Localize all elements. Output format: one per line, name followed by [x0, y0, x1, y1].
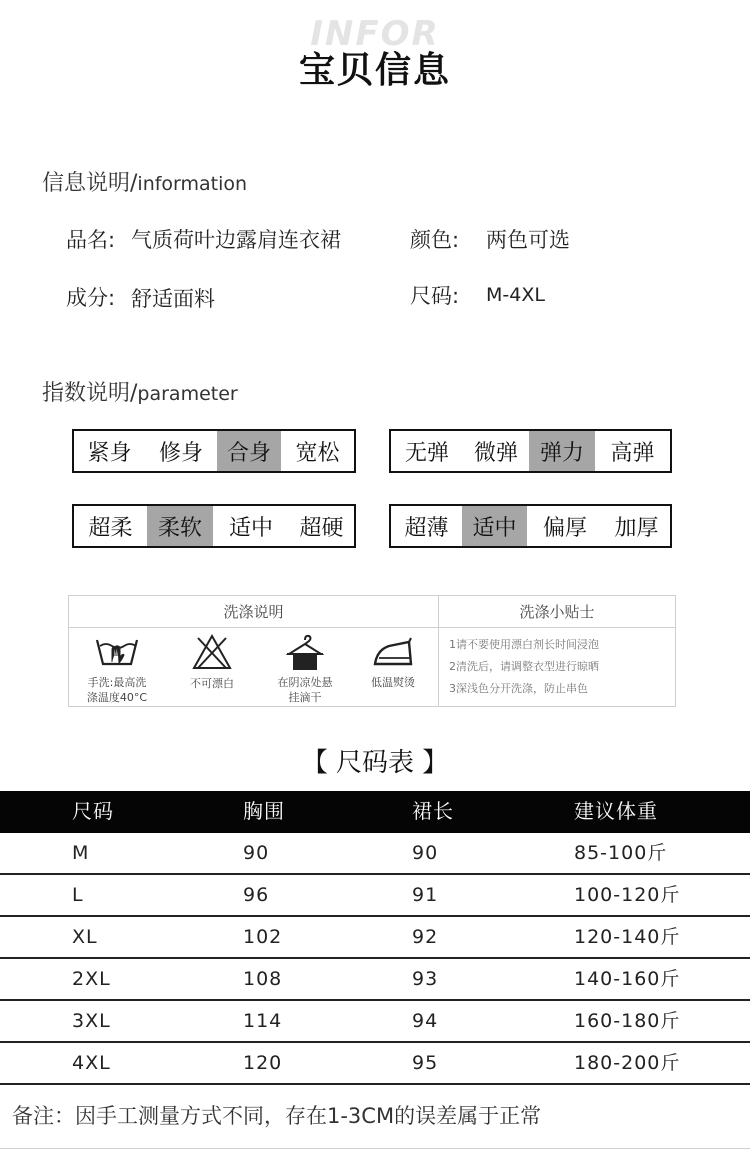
stretch-option: 无弹 [404, 440, 449, 466]
care-item-label: 涤温度40°C [86, 691, 148, 704]
product-name-value: 气质荷叶边露肩连衣裙 [131, 228, 341, 252]
fit-option: 紧身 [87, 440, 132, 466]
care-divider [438, 596, 439, 706]
length-cell: 90 [412, 842, 439, 864]
product-name-label: 品名: [66, 228, 116, 252]
care-item-hand-wash [73, 632, 161, 705]
header-cell: 尺码 [72, 799, 114, 823]
care-title: 洗涤说明 [69, 596, 438, 628]
info-section-title [42, 166, 247, 197]
size-table-header [0, 791, 750, 833]
fit-option: 修身 [158, 440, 203, 466]
size-value: M-4XL [486, 284, 545, 306]
material-label: 成分: [66, 286, 116, 310]
bust-cell: 120 [243, 1052, 283, 1074]
length-cell: 94 [412, 1010, 439, 1032]
care-item-label: 挂滴干 [288, 691, 322, 704]
bust-cell: 90 [243, 842, 270, 864]
size-cell: 3XL [72, 1010, 111, 1032]
header-cell: 裙长 [412, 799, 454, 823]
weight-cell: 180-200斤 [574, 1052, 681, 1074]
bust-cell: 108 [243, 968, 283, 990]
care-tip: 3深浅色分开洗涤，防止串色 [449, 682, 588, 695]
iron-low-icon [369, 632, 417, 672]
header-cell: 建议体重 [574, 799, 658, 823]
fit-scale [72, 429, 356, 473]
care-tips-list [449, 634, 599, 700]
thickness-option: 超薄 [404, 515, 449, 541]
size-cell: XL [72, 926, 98, 948]
bust-cell: 96 [243, 884, 270, 906]
care-tip: 2清洗后，请调整衣型进行晾晒 [449, 660, 599, 673]
length-cell: 95 [412, 1052, 439, 1074]
weight-cell: 140-160斤 [574, 968, 681, 990]
info-section-title-en: information [137, 173, 248, 195]
info-section-title-cn: 信息说明/ [42, 171, 138, 196]
care-item-label: 在阴凉处悬 [277, 676, 333, 689]
stretch-scale [389, 429, 672, 473]
fit-option: 宽松 [295, 440, 340, 466]
size-cell: M [72, 842, 90, 864]
care-item-hang-dry [261, 632, 349, 705]
thickness-option: 偏厚 [542, 515, 587, 541]
care-tip: 1请不要使用漂白剂长时间浸泡 [449, 638, 599, 651]
table-row [0, 1043, 750, 1085]
length-cell: 93 [412, 968, 439, 990]
table-row [0, 959, 750, 1001]
header-cell: 胸围 [243, 799, 285, 823]
thickness-scale [389, 504, 672, 548]
parameter-section-title-en: parameter [137, 383, 238, 405]
hang-dry-shade-icon [283, 632, 327, 672]
stretch-option: 高弹 [610, 440, 655, 466]
fit-option-selected: 合身 [217, 431, 281, 471]
size-cell: L [72, 884, 84, 906]
care-instructions-card [68, 595, 676, 707]
table-row [0, 1001, 750, 1043]
watermark-text: INFOR [310, 14, 440, 54]
color-label: 颜色: [410, 228, 460, 252]
no-bleach-icon [190, 632, 234, 672]
thickness-option-selected: 适中 [462, 506, 527, 546]
care-tips-title: 洗涤小贴士 [439, 596, 675, 628]
size-cell: 2XL [72, 968, 111, 990]
measurement-note: 备注：因手工测量方式不同，存在1-3CM的误差属于正常 [12, 1104, 542, 1128]
table-row [0, 833, 750, 875]
size-label: 尺码: [410, 284, 460, 308]
size-chart-title: 【 尺码表 】 [301, 748, 449, 778]
table-row [0, 917, 750, 959]
thickness-option: 加厚 [614, 515, 659, 541]
hand-wash-icon [92, 632, 142, 672]
table-row [0, 875, 750, 917]
stretch-option: 微弹 [473, 440, 518, 466]
softness-scale [72, 504, 356, 548]
weight-cell: 160-180斤 [574, 1010, 681, 1032]
care-item-iron [355, 632, 431, 690]
bust-cell: 114 [243, 1010, 283, 1032]
softness-option-selected: 柔软 [147, 506, 213, 546]
size-table [0, 791, 750, 1085]
material-value: 舒适面料 [131, 287, 215, 311]
softness-option: 超硬 [299, 515, 344, 541]
softness-option: 适中 [228, 515, 273, 541]
length-cell: 92 [412, 926, 439, 948]
care-item-label: 低温熨烫 [371, 676, 415, 689]
weight-cell: 100-120斤 [574, 884, 681, 906]
parameter-section-title [42, 376, 238, 407]
parameter-section-title-cn: 指数说明/ [42, 381, 138, 406]
length-cell: 91 [412, 884, 439, 906]
stretch-option-selected: 弹力 [529, 431, 595, 471]
size-cell: 4XL [72, 1052, 111, 1074]
care-item-no-bleach [169, 632, 255, 691]
divider [0, 1148, 750, 1149]
softness-option: 超柔 [88, 515, 133, 541]
bust-cell: 102 [243, 926, 283, 948]
page-title: 宝贝信息 [298, 50, 451, 91]
care-item-label: 不可漂白 [190, 677, 234, 690]
weight-cell: 120-140斤 [574, 926, 681, 948]
weight-cell: 85-100斤 [574, 842, 668, 864]
color-value: 两色可选 [486, 228, 570, 252]
care-item-label: 手洗:最高洗 [87, 676, 147, 689]
